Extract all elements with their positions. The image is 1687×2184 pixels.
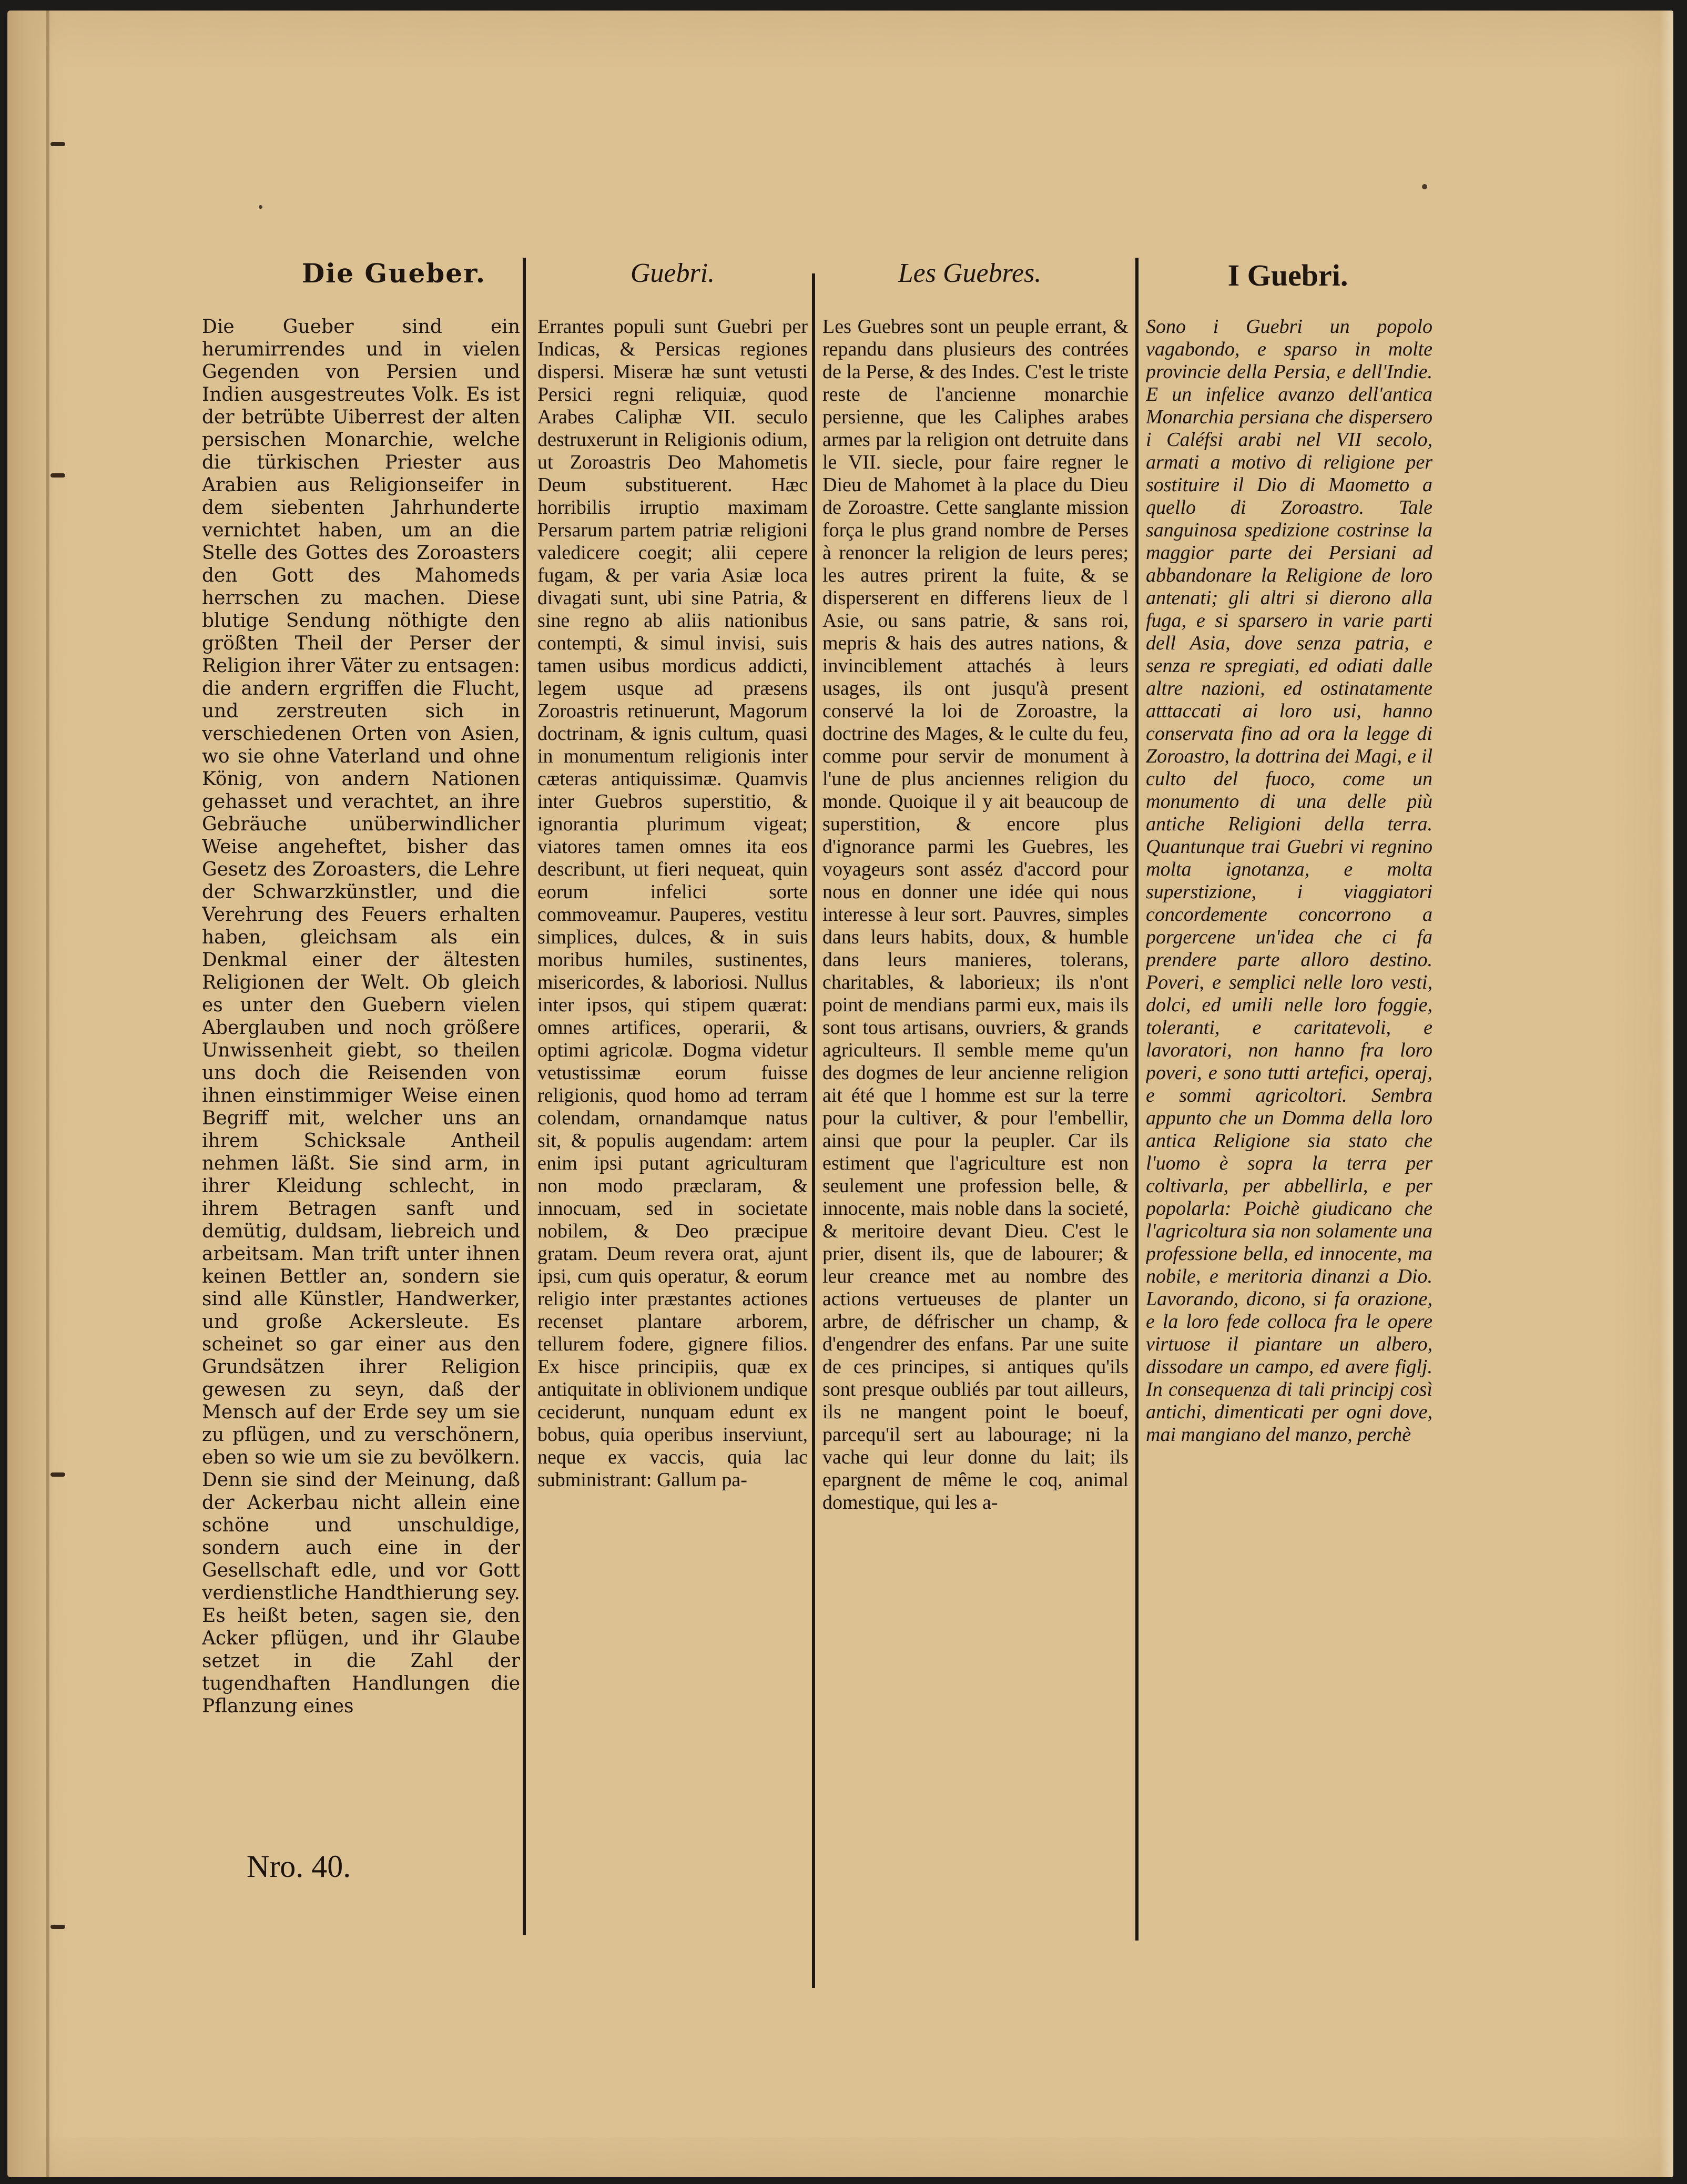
binding-stitch [50,473,65,478]
column-divider [812,273,815,1988]
german-column-text: Die Gueber sind ein herumirrendes und in vielen Gegenden von Persien und Indien ausgestreutes Volk. Es ist der betrübte Uiberrest der alten persischen Monarchie, welche die türkischen Priester aus Arabien aus Religionseifer in dem siebenten Jahrhunderte vernichtet haben, um an die Stelle des Gottes des Zoroasters den Gott des Mahomeds herrschen zu machen. Diese blutige Sendung nöthigte den größten Theil der Perser der Religion ihrer Väter zu entsagen: die andern ergriffen die Flucht, und zerstreuten sich in verschiedenen Orten von Asien, wo sie ohne Vaterland und ohne König, von andern Nationen gehasset und verachtet, an ihre Gebräuche unüberwindlicher Weise angeheftet, bisher das Gesetz des Zoroasters, die Lehre der Schwarzkünstler, und die Verehrung des Feuers erhalten haben, gleichsam als ein Denkmal einer der ältesten Religionen der Welt. Ob gleich es unter den Guebern vielen Aberglauben und noch größere Unwissenheit giebt, so theilen uns doch die Reisenden von ihnen einstimmiger Weise einen Begriff mit, welcher uns an ihrem Schicksale Antheil nehmen läßt. Sie sind arm, in ihrer Kleidung schlecht, in ihrem Betragen sanft und demütig, duldsam, liebreich und arbeitsam. Man trift unter ihnen keinen Bettler an, sondern sie sind alle Künstler, Handwerker, und große Ackersleute. Es scheinet so gar einer aus den Grundsätzen ihrer Religion gewesen zu seyn, daß der Mensch auf der Erde sey um sie zu pflügen, und zu verschönern, eben so wie um sie zu bevölkern. Denn sie sind der Meinung, daß der Ackerbau nicht allein eine schöne und unschuldige, sondern auch eine in der Gesellschaft edle, und vor Gott verdienstliche Handthierung sey. Es heißt beten, sagen sie, den Acker pflügen, und ihr Glaube setzet in die Zahl der tugendhaften Handlungen die Pflanzung eines [202,316,520,1717]
latin-column-text: Errantes populi sunt Guebri per Indicas, & Persicas regiones dispersi. Miseræ hæ sunt vetusti Persici regni reliquiæ, quod Arabes Caliphæ VII. seculo destruxerunt in Religionis odium, ut Zoroastris Deo Mahometis Deum substituerent. Hæc horribilis irruptio maximam Persarum partem patriæ religioni valedicere coegit; alii cepere fugam, & per varia Asiæ loca divagati sunt, ubi sine Patria, & sine regno ab aliis nationibus contempti, & simul invisi, suis tamen usibus mordicus addicti, legem usque ad præsens Zoroastris retinuerunt, Magorum doctrinam, & ignis cultum, quasi in monumentum religionis inter cæteras antiquissimæ. Quamvis inter Guebros superstitio, & ignorantia plurimum vigeat; viatores tamen omnes ita eos describunt, ut fieri nequeat, quin eorum infelici sorte commoveamur. Pauperes, vestitu simplices, dulces, & in suis moribus humiles, sustinentes, misericordes, & laboriosi. Nullus inter ipsos, qui stipem quærat: omnes artifices, operarii, & optimi agricolæ. Dogma videtur vetustissimæ eorum fuisse religionis, quod homo ad terram colendam, ornandamque natus sit, & populis augendam: artem enim ipsi putant agriculturam non modo præclaram, & innocuam, sed in societate nobilem, & Deo præcipue gratam. Deum revera orat, ajunt ipsi, cum quis operatur, & eorum religio inter præstantes actiones recenset plantare arborem, tellurem fodere, gignere filios. Ex hisce principiis, quæ ex antiquitate in oblivionem undique ceciderunt, nunquam edunt ex bobus, quia operibus inserviunt, neque ex vaccis, quia lac subministrant: Gallum pa- [537,316,808,1491]
page-gutter [46,11,49,2177]
italian-column-title: I Guebri. [1227,258,1348,292]
binding-stitch [50,142,65,146]
binding-stitch [50,1925,65,1929]
french-column-text: Les Guebres sont un peuple errant, & repandu dans plusieurs des contrées de la Perse, & des Indes. C'est le triste reste de l'ancienne monarchie persienne, que les Caliphes arabes armes par la religion ont detruite dans le VII. siecle, pour faire regner le Dieu de Mahomet à la place du Dieu de Zoroastre. Cette sanglante mission força le plus grand nombre de Perses à renoncer la religion de leurs peres; les autres prirent la fuite, & se disperserent en differens lieux de l Asie, ou sans patrie, & sans roi, mepris & hais des autres nations, & invinciblement attachés à leurs usages, ils ont jusqu'à present conservé la loi de Zoroastre, la doctrine des Mages, & le culte du feu, comme pour servir de monument à l'une de plus anciennes religion du monde. Quoique il y ait beaucoup de superstition, & encore plus d'ignorance parmi les Guebres, les voyageurs sont asséz d'accord pour nous en donner une idée qui nous interesse à leur sort. Pauvres, simples dans leurs habits, doux, & humble dans leurs manieres, tolerans, charitables, & laborieux; ils n'ont point de mendians parmi eux, mais ils sont tous artisans, ouvriers, & grands agriculteurs. Il semble meme qu'un des dogmes de leur ancienne religion ait été que l homme est sur la terre pour la cultiver, & pour l'embellir, ainsi que pour la peupler. Car ils estiment que l'agriculture est non seulement une profession belle, & innocente, mais noble dans la societé, & meritoire devant Dieu. C'est le prier, disent ils, que de labourer; & leur creance met au nombre des actions vertueuses de planter un arbre, de défrischer un champ, & d'engendrer des enfans. Par une suite de ces principes, si antiques qu'ils sont presque oubliés par tout ailleurs, ils ne mangent point le boeuf, parcequ'il sert au labourage; ni la vache qui leur donne du lait; ils epargnent de même le coq, animal domestique, qui les a- [822,316,1129,1513]
paper-speck [259,205,262,209]
book-page [7,11,1673,2177]
issue-number: Nro. 40. [247,1849,351,1884]
paper-speck [1422,184,1427,189]
german-column-title: Die Gueber. [301,258,486,289]
french-column-title: Les Guebres. [898,258,1042,288]
italian-column-text: Sono i Guebri un popolo vagabondo, e sparso in molte provincie della Persia, e dell'Indie. E un infelice avanzo dell'antica Monarchia persiana che dispersero i Caléfsi arabi nel VII secolo, armati a motivo di religione per sostituire il Dio di Maometto a quello di Zoroastro. Tale sanguinosa spedizione costrinse la maggior parte dei Persiani ad abbandonare la Religione de loro antenati; gli altri si dierono alla fuga, e si sparsero in varie parti dell Asia, dove senza patria, e senza re spregiati, ed odiati dalle altre nazioni, ed ostinatamente atttaccati ai loro usi, hanno conservata fino ad ora la legge di Zoroastro, la dottrina dei Magi, e il culto del fuoco, come un monumento di una delle più antiche Religioni della terra. Quantunque trai Guebri vi regnino molta ignotanza, e molta superstizione, i viaggiatori concordemente concorrono a porgercene un'idea che ci fa prendere parte alloro destino. Poveri, e semplici nelle loro vesti, dolci, ed umili nelle loro foggie, toleranti, e caritatevoli, e lavoratori, non hanno fra loro poveri, e sono tutti artefici, operaj, e sommi agricoltori. Sembra appunto che un Domma della loro antica Religione sia stato che l'uomo è sopra la terra per coltivarla, per abbellirla, e per popolarla: Poichè giudicano che l'agricoltura sia non solamente una professione bella, ed innocente, ma nobile, e meritoria dinanzi a Dio. Lavorando, dicono, si fa orazione, e la loro fede colloca fra le opere virtuose il piantare un albero, dissodare un campo, ed avere figlj. In consequenza di tali principj così antichi, dimenticati per ogni dove, mai mangiano del manzo, perchè [1146,316,1432,1446]
binding-stitch [50,1472,65,1477]
column-divider [523,258,526,1935]
column-divider [1135,258,1139,1941]
latin-column-title: Guebri. [630,258,715,288]
page-edge [1660,11,1673,2177]
